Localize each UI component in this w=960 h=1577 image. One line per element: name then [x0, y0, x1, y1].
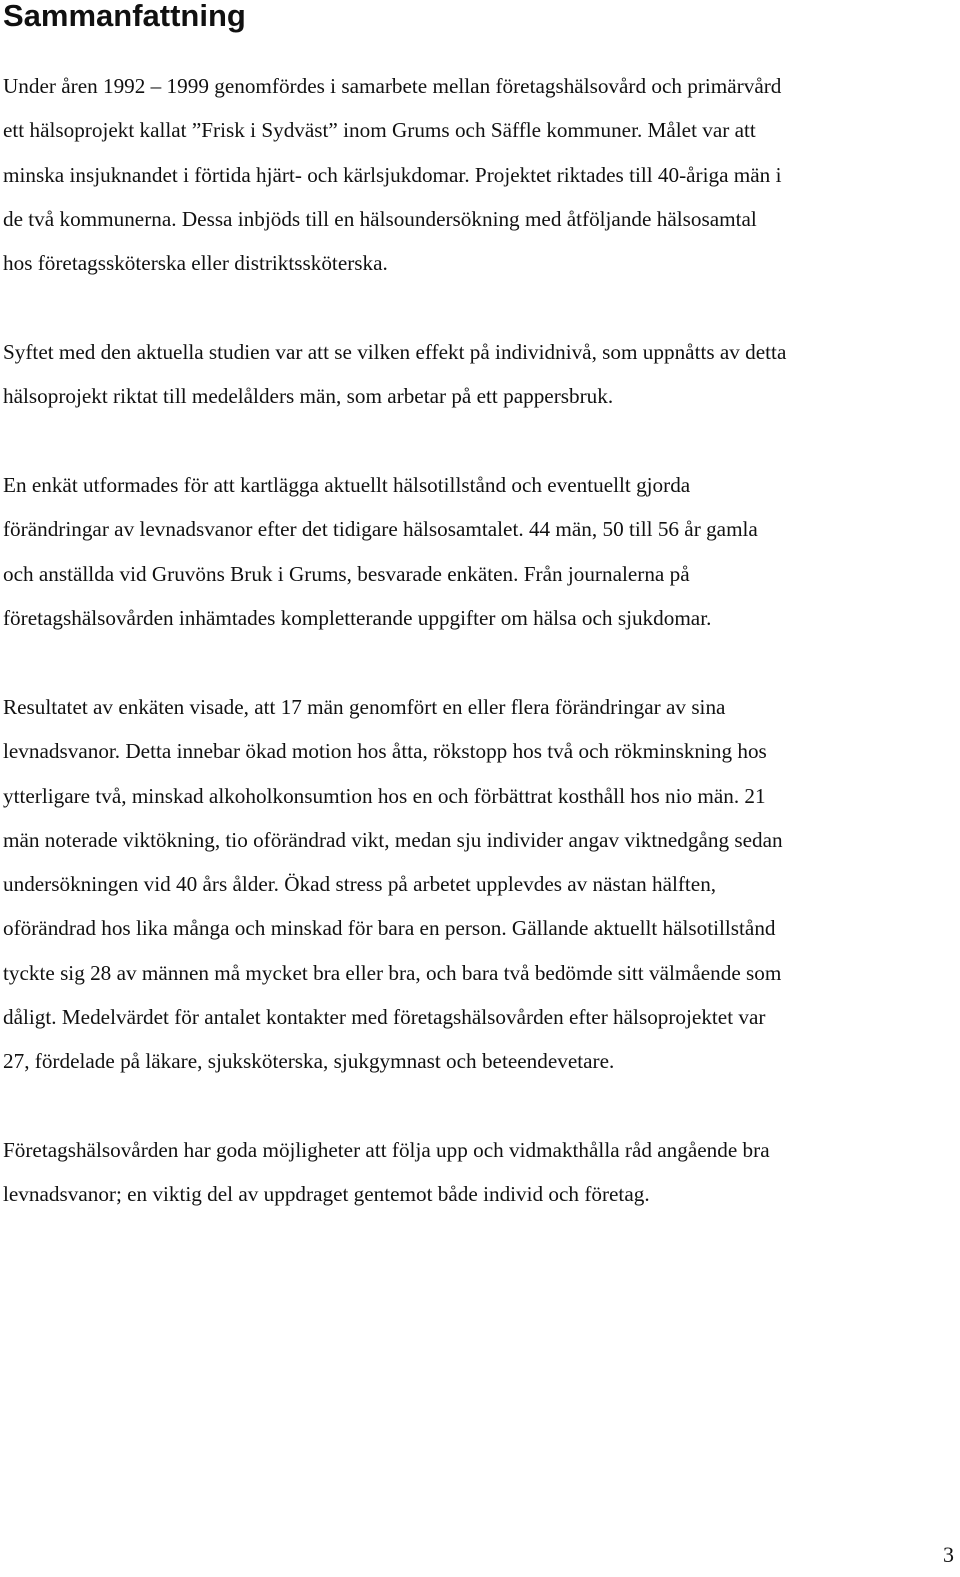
summary-paragraph-2 — [3, 330, 960, 419]
text-line: minska insjuknandet i förtida hjärt- och kärlsjukdomar. Projektet riktades till 40-åriga män i — [3, 162, 782, 187]
text-line: företagshälsovården inhämtades kompletterande uppgifter om hälsa och sjukdomar. — [3, 605, 712, 630]
text-line: levnadsvanor; en viktig del av uppdraget gentemot både individ och företag. — [3, 1182, 650, 1207]
page-title: Sammanfattning — [3, 0, 246, 33]
text-line: dåligt. Medelvärdet för antalet kontakter med företagshälsovården efter hälsoprojektet var — [3, 1005, 766, 1030]
text-line: Resultatet av enkäten visade, att 17 män genomfört en eller flera förändringar av sina — [3, 695, 726, 719]
text-line: oförändrad hos lika många och minskad för bara en person. Gällande aktuellt hälsotillstånd — [3, 916, 776, 941]
text-line: män noterade viktökning, tio oförändrad vikt, medan sju individer angav viktnedgång sedan — [3, 827, 783, 852]
text-line: En enkät utformades för att kartlägga aktuellt hälsotillstånd och eventuellt gjorda — [3, 473, 691, 497]
page-number: 3 — [943, 1542, 954, 1567]
summary-paragraph-3 — [3, 463, 960, 640]
text-line: och anställda vid Gruvöns Bruk i Grums, besvarade enkäten. Från journalerna på — [3, 561, 690, 586]
text-line: Under åren 1992 – 1999 genomfördes i samarbete mellan företagshälsovård och primärvård — [3, 74, 782, 98]
text-line: Syftet med den aktuella studien var att se vilken effekt på individnivå, som uppnåtts av detta — [3, 340, 787, 364]
text-line: Företagshälsovården har goda möjligheter att följa upp och vidmakthålla råd angående bra — [3, 1138, 770, 1162]
text-line: ett hälsoprojekt kallat ”Frisk i Sydväst” inom Grums och Säffle kommuner. Målet var att — [3, 118, 756, 143]
text-line: förändringar av levnadsvanor efter det tidigare hälsosamtalet. 44 män, 50 till 56 år gamla — [3, 517, 758, 542]
text-line: 27, fördelade på läkare, sjuksköterska, sjukgymnast och beteendevetare. — [3, 1049, 615, 1074]
text-line: undersökningen vid 40 års ålder. Ökad stress på arbetet upplevdes av nästan hälften, — [3, 872, 717, 897]
text-line: de två kommunerna. Dessa inbjöds till en hälsoundersökning med åtföljande hälsosamtal — [3, 206, 757, 231]
summary-paragraph-5 — [3, 1128, 960, 1217]
text-line: hos företagssköterska eller distriktssköterska. — [3, 251, 388, 276]
text-line: levnadsvanor. Detta innebar ökad motion hos åtta, rökstopp hos två och rökminskning hos — [3, 739, 767, 764]
text-line: ytterligare två, minskad alkoholkonsumtion hos en och förbättrat kosthåll hos nio män. 21 — [3, 783, 766, 808]
summary-paragraph-1 — [3, 64, 960, 285]
text-line: tyckte sig 28 av männen må mycket bra eller bra, och bara två bedömde sitt välmående som — [3, 960, 782, 985]
text-line: hälsoprojekt riktat till medelålders män, som arbetar på ett pappersbruk. — [3, 384, 614, 409]
summary-paragraph-4 — [3, 685, 960, 1084]
